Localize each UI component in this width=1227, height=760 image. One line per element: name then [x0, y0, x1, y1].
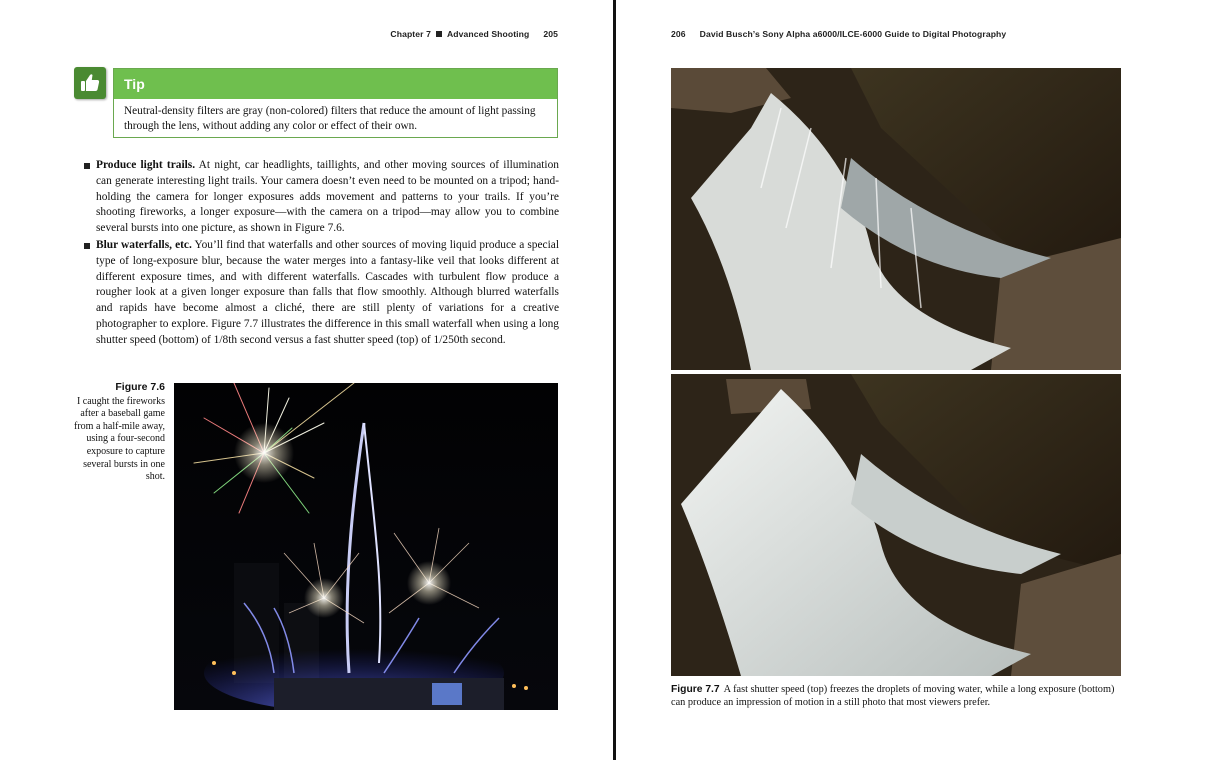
bullet-square-icon: [84, 163, 90, 169]
figure-7-6-caption: [72, 381, 165, 484]
right-page: [616, 0, 1227, 760]
tip-text: Neutral-density filters are gray (non-colored) filters that reduce the amount of light passing through the lens, without adding any color or effect of their own.: [124, 105, 536, 132]
bullet-lead: Blur waterfalls, etc.: [96, 238, 192, 251]
tip-box: [113, 68, 558, 138]
waterfall-photo-fast-shutter: [671, 68, 1121, 370]
section-title: Advanced Shooting: [446, 29, 530, 39]
header-separator-square: [436, 31, 442, 37]
thumbs-up-icon: [74, 67, 106, 99]
list-item: [84, 158, 559, 237]
bullet-lead: Produce light trails.: [96, 159, 196, 171]
bullet-list: [84, 158, 559, 350]
book-title: David Busch’s Sony Alpha a6000/ILCE-6000 Guide to Digital Photography: [699, 29, 1007, 39]
figure-label: Figure 7.6: [115, 381, 165, 393]
list-item: [84, 238, 559, 349]
page-number-left: 205: [543, 29, 558, 39]
left-page: [0, 0, 613, 760]
left-running-head: [390, 29, 558, 39]
waterfall-photo-slow-shutter: [671, 374, 1121, 676]
fireworks-photo: [174, 383, 558, 710]
bullet-text: At night, car headlights, taillights, and other moving sources of illumination can generate interesting light trails. Your camera doesn’t even need to be mounted on a tripod; hand-holding the camera for longer exposures adds movement and patterns to your trails. If you’re shooting fireworks, a longer exposure—with the camera on a tripod—may allow you to combine several bursts into one picture, as shown in Figure 7.6.: [96, 159, 559, 235]
bullet-text: You’ll find that waterfalls and other sources of moving liquid produce a special type of long-exposure blur, because the water merges into a fantasy-like veil that looks different at different exposure times, and with different waterfalls. Cascades with turbulent flow produce a rougher look at a given longer exposure than falls that flow smoothly. Although blurred waterfalls and rapids have become almost a cliché, there are still plenty of variations for a creative photographer to explore. Figure 7.7 illustrates the difference in this small waterfall when using a long shutter speed (bottom) of 1/8th second versus a fast shutter speed (top) of 1/250th second.: [96, 238, 559, 346]
figure-label: Figure 7.7: [671, 684, 720, 695]
figure-7-7-caption: [671, 684, 1121, 709]
chapter-label: Chapter 7: [390, 29, 431, 39]
tip-title: Tip: [114, 69, 557, 99]
right-running-head: [671, 29, 1006, 39]
page-number-right: 206: [671, 29, 686, 39]
figure-caption-text: I caught the fireworks after a baseball game from a half-mile away, using a four-second exposure to capture several bursts in one shot.: [74, 395, 165, 483]
figure-caption-text: A fast shutter speed (top) freezes the droplets of moving water, while a long exposure (bottom) can produce an impression of motion in a still photo that most viewers prefer.: [671, 684, 1115, 708]
bullet-square-icon: [84, 243, 90, 249]
